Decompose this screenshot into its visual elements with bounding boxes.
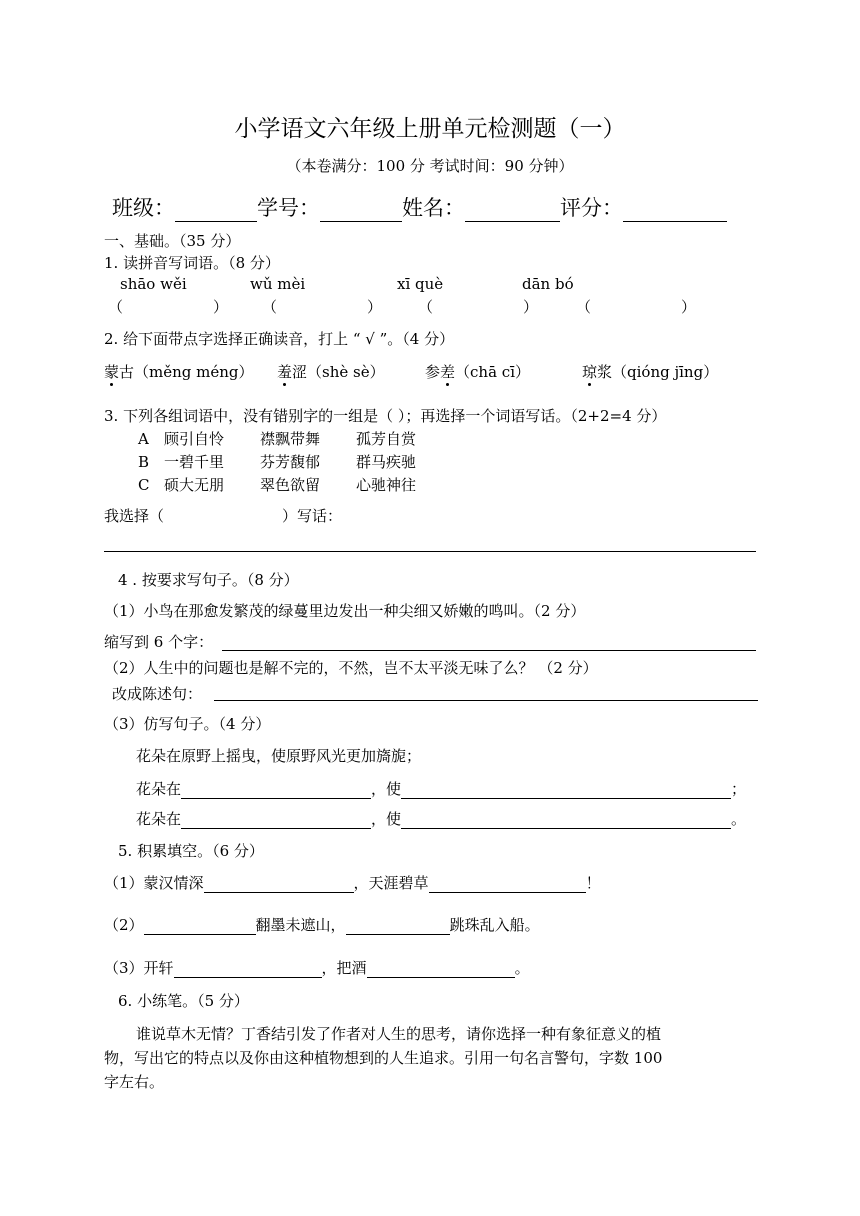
- q1-prompt: 1. 读拼音写词语。（8 分）: [104, 254, 280, 272]
- q2-item-2[interactable]: 羞涩（shè sè）: [277, 363, 385, 381]
- q5-line-2[interactable]: （2） 翻墨未遮山， 跳珠乱入船。: [104, 916, 540, 934]
- q1-pinyin-2: wǔ mèi: [250, 275, 306, 293]
- q1-pinyin-4: dān bó: [522, 275, 574, 293]
- student-number-field[interactable]: [320, 201, 402, 222]
- section-heading: 一、基础。（35 分）: [104, 232, 241, 250]
- q1-answer-box-3[interactable]: （ ）: [418, 298, 539, 316]
- q3-prompt: 3. 下列各组词语中，没有错别字的一组是（ ）；再选择一个词语写话。（2+2=4 分）: [104, 407, 667, 425]
- student-number-label: 学号：: [257, 196, 320, 220]
- q2-prompt: 2. 给下面带点字选择正确读音，打上 “ √ ”。（4 分）: [104, 330, 455, 348]
- student-info-line: [112, 192, 727, 222]
- class-field[interactable]: [175, 201, 257, 222]
- q2-item-3[interactable]: 参差（chā cī）: [425, 363, 531, 381]
- q6-paragraph-line-1: 谁说草木无情？丁香结引发了作者对人生的思考，请你选择一种有象征意义的植: [136, 1025, 662, 1043]
- q3-choice-line[interactable]: 我选择（ ）写话：: [104, 507, 343, 525]
- q1-answer-box-4[interactable]: （ ）: [576, 298, 697, 316]
- q6-prompt: 6. 小练笔。（5 分）: [118, 992, 249, 1010]
- q1-answer-box-2[interactable]: （ ）: [262, 298, 383, 316]
- q1-answer-box-1[interactable]: （ ）: [108, 298, 229, 316]
- name-label: 姓名：: [402, 196, 465, 220]
- q4-sentence-1: （1）小鸟在那愈发繁茂的绿蔓里边发出一种尖细又娇嫩的鸣叫。（2 分）: [104, 602, 586, 620]
- q4-model-sentence: 花朵在原野上摇曳，使原野风光更加旖旎；: [136, 747, 422, 765]
- page-subtitle: （本卷满分：100 分 考试时间：90 分钟）: [286, 157, 574, 175]
- q5-prompt: 5. 积累填空。（6 分）: [118, 842, 264, 860]
- q3-option-c[interactable]: C 硕大无朋 翠色欲留 心驰神往: [138, 476, 417, 494]
- q1-pinyin-1: shāo wěi: [120, 275, 187, 293]
- q4-sentence-3: （3）仿写句子。（4 分）: [104, 715, 271, 733]
- class-label: 班级：: [112, 196, 175, 220]
- page-title: 小学语文六年级上册单元检测题（一）: [234, 116, 626, 142]
- q6-paragraph-line-3: 字左右。: [104, 1073, 165, 1091]
- q1-pinyin-3: xī què: [397, 275, 444, 293]
- q4-imitate-line-1[interactable]: 花朵在 ，使 ；: [136, 780, 747, 798]
- score-label: 评分：: [560, 196, 623, 220]
- q2-item-1[interactable]: 蒙古（měng méng）: [104, 363, 254, 381]
- q5-line-3[interactable]: （3）开轩 ，把酒 。: [104, 959, 530, 977]
- q4-declarative-label: 改成陈述句：: [112, 685, 203, 703]
- q2-item-4[interactable]: 琼浆（qióng jīng）: [582, 363, 719, 381]
- q3-option-a[interactable]: A 顾引自怜 襟飘带舞 孤芳自赏: [138, 430, 417, 448]
- q4-declarative-line[interactable]: [214, 700, 758, 701]
- q4-condense-line[interactable]: [222, 650, 756, 651]
- q3-option-b[interactable]: B 一碧千里 芬芳馥郁 群马疾驰: [138, 453, 417, 471]
- q5-line-1[interactable]: （1）蒙汉情深 ，天涯碧草 ！: [104, 874, 601, 892]
- q4-condense-label: 缩写到 6 个字：: [104, 633, 214, 651]
- q3-writing-line[interactable]: [104, 551, 756, 552]
- q4-imitate-line-2[interactable]: 花朵在 ，使 。: [136, 810, 747, 828]
- name-field[interactable]: [465, 201, 560, 222]
- q4-prompt: 4 . 按要求写句子。（8 分）: [118, 571, 299, 589]
- q4-sentence-2: （2）人生中的问题也是解不完的，不然，岂不太平淡无味了么？ （2 分）: [104, 659, 598, 677]
- score-field[interactable]: [623, 201, 727, 222]
- q6-paragraph-line-2: 物，写出它的特点以及你由这种植物想到的人生追求。引用一句名言警句，字数 100: [104, 1049, 663, 1067]
